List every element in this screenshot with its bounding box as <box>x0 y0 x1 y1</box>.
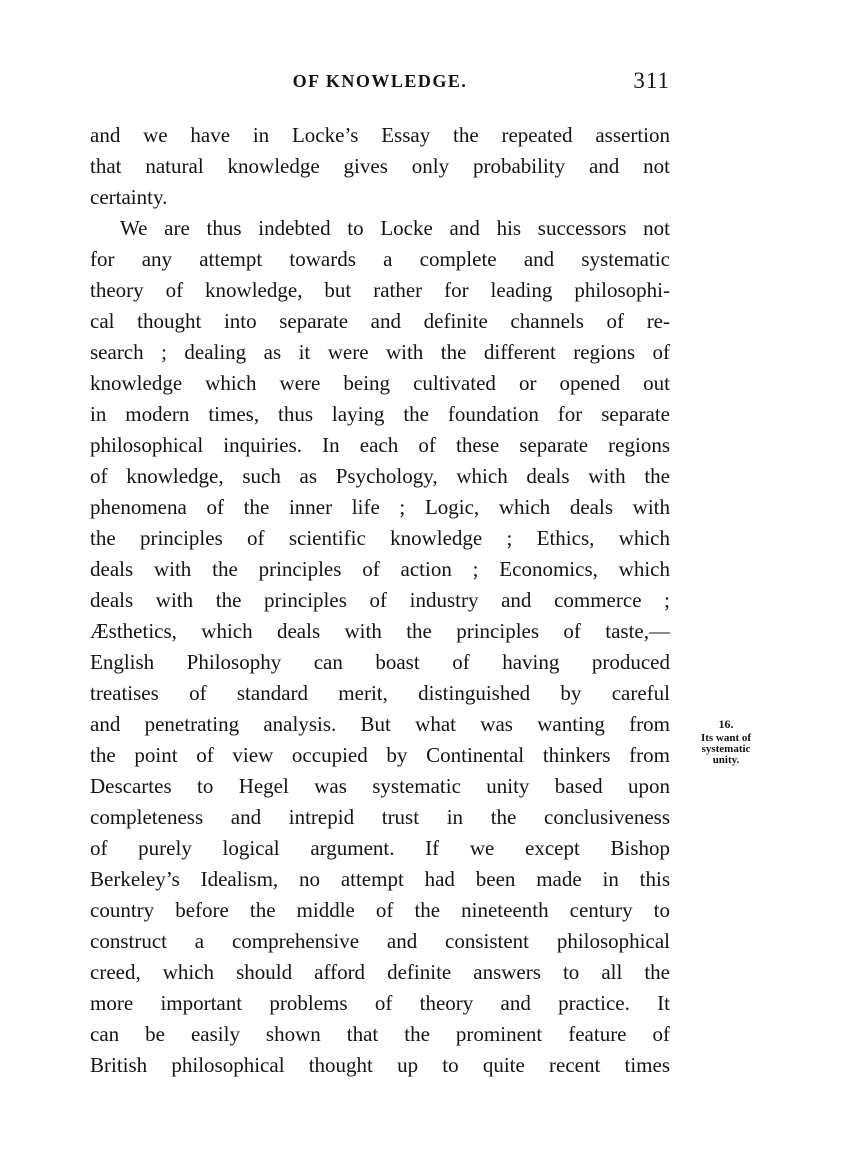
text-line: creed, which should afford definite answers to all the <box>90 960 670 984</box>
text-line: theory of knowledge, but rather for leading philosophi- <box>90 278 670 302</box>
margin-note-number: 16. <box>718 717 734 731</box>
text-line: construct a comprehensive and consistent philosophical <box>90 929 670 953</box>
running-head-title: OF KNOWLEDGE. <box>292 71 468 91</box>
text-line: phenomena of the inner life ; Logic, which deals with <box>90 495 670 519</box>
running-head <box>90 66 670 96</box>
text-line: and penetrating analysis. But what was wanting from <box>90 712 670 736</box>
text-line: of knowledge, such as Psychology, which deals with the <box>90 464 670 488</box>
text-line: can be easily shown that the prominent feature of <box>90 1022 670 1046</box>
page-number: 311 <box>633 68 670 93</box>
text-line: treatises of standard merit, distinguished by careful <box>90 681 670 705</box>
text-line: completeness and intrepid trust in the conclusiveness <box>90 805 670 829</box>
text-line: that natural knowledge gives only probability and not <box>90 154 670 178</box>
text-line: of purely logical argument. If we except Bishop <box>90 836 670 860</box>
text-line: search ; dealing as it were with the different regions of <box>90 340 670 364</box>
text-line: knowledge which were being cultivated or opened out <box>90 371 670 395</box>
text-line: the point of view occupied by Continental thinkers from <box>90 743 670 767</box>
margin-note-line: unity. <box>712 754 740 766</box>
text-line: more important problems of theory and practice. It <box>90 991 670 1015</box>
text-line: and we have in Locke’s Essay the repeated assertion <box>90 123 670 147</box>
text-line: deals with the principles of industry and commerce ; <box>90 588 670 612</box>
text-line: English Philosophy can boast of having produced <box>90 650 670 674</box>
body-text <box>90 120 670 1081</box>
text-line: British philosophical thought up to quite recent times <box>90 1053 670 1077</box>
text-line: philosophical inquiries. In each of these separate regions <box>90 433 670 457</box>
text-line: Æsthetics, which deals with the principles of taste,— <box>90 619 670 643</box>
text-line: for any attempt towards a complete and systematic <box>90 247 670 271</box>
text-line: cal thought into separate and definite channels of re- <box>90 309 670 333</box>
text-line: country before the middle of the nineteenth century to <box>90 898 670 922</box>
text-line: the principles of scientific knowledge ; Ethics, which <box>90 526 670 550</box>
margin-note-line: systematic <box>701 743 751 755</box>
text-line: certainty. <box>90 185 168 209</box>
margin-note <box>676 719 776 766</box>
text-line: We are thus indebted to Locke and his successors not <box>120 216 670 240</box>
text-line: Berkeley’s Idealism, no attempt had been made in this <box>90 867 670 891</box>
text-line: Descartes to Hegel was systematic unity based upon <box>90 774 670 798</box>
margin-note-line: Its want of <box>700 732 752 744</box>
text-line: deals with the principles of action ; Economics, which <box>90 557 670 581</box>
text-line: in modern times, thus laying the foundation for separate <box>90 402 670 426</box>
